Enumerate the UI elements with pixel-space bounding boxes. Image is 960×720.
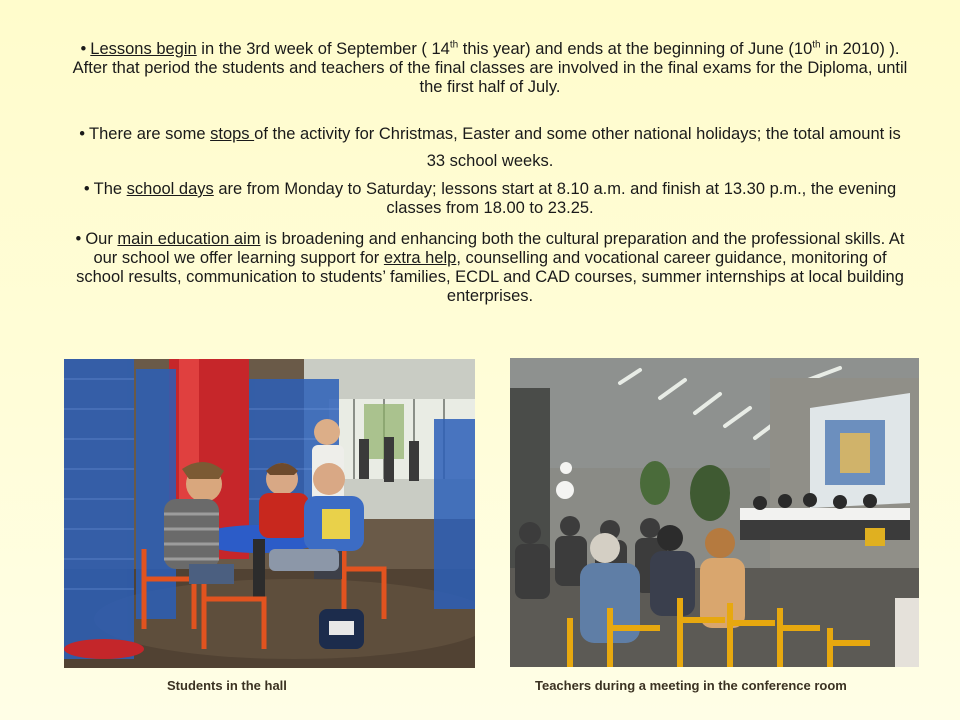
- students-hall-caption: Students in the hall: [167, 678, 287, 693]
- bullet-icon: •: [83, 180, 90, 198]
- paragraph-text: are from Monday to Saturday; lessons start at 8.10 a.m. and finish at 13.30 p.m., the evening classes from 18.00 to 23.25.: [213, 180, 897, 217]
- underlined-term: Lessons begin: [90, 40, 197, 58]
- paragraph-text: this year) and ends at the beginning of June (10: [458, 40, 813, 58]
- conference-room-photo: [510, 358, 919, 667]
- paragraph-text: , counselling and vocational career guidance, monitoring of school results, communication to students’ families, ECDL and CAD courses, summer internships at local building enterprises.: [76, 249, 904, 305]
- paragraph-text: There are some: [89, 125, 211, 143]
- paragraph-text: The: [93, 180, 127, 198]
- paragraph-text: is broadening and enhancing both the cultural preparation and the professional skills. At our school we offer learning support for: [93, 230, 905, 267]
- paragraph-holidays: [70, 121, 910, 175]
- underlined-term: stops: [210, 125, 255, 143]
- paragraph-text: of the activity for Christmas, Easter and some other national holidays; the total amount is 33 school weeks.: [254, 125, 901, 170]
- paragraph-education-aim: [70, 230, 910, 306]
- paragraph-text: Our: [85, 230, 118, 248]
- underlined-term: main education aim: [117, 230, 261, 248]
- paragraph-text: in the 3rd week of September ( 14: [196, 40, 450, 58]
- paragraph-lessons: [70, 40, 910, 97]
- paragraph-school-days: [70, 180, 910, 218]
- underlined-term: school days: [126, 180, 214, 198]
- bullet-icon: •: [75, 230, 82, 248]
- conference-room-caption: Teachers during a meeting in the conference room: [535, 678, 847, 693]
- bullet-icon: •: [79, 125, 86, 143]
- superscript-text: th: [449, 39, 459, 51]
- students-hall-photo: [64, 359, 475, 668]
- superscript-text: th: [812, 39, 821, 51]
- bullet-icon: •: [80, 40, 87, 58]
- underlined-term: extra help: [383, 249, 457, 267]
- paragraph-text: in 2010) ). After that period the students and teachers of the final classes are involved in the final exams for the Diploma, until the first half of July.: [72, 40, 908, 96]
